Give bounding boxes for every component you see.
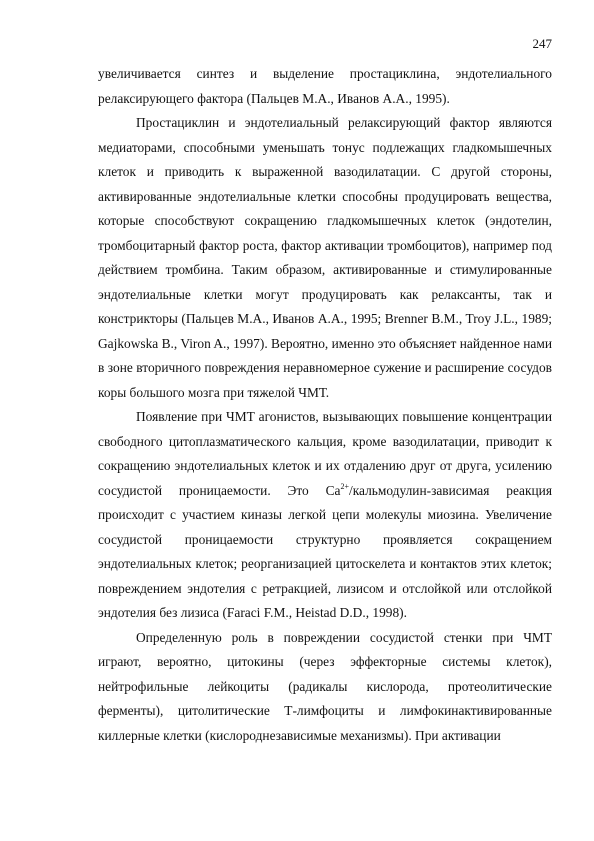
paragraph-agonists-text-after: /кальмодулин-зависимая реакция происходит с участием киназы легкой цепи молекулы миозина. Увеличение сосудистой проницаемости структурно проявляется сокращением эндотелиальных клеток; реорганизацией цитоскелета и контактов этих клеток; повреждением эндотелия с ретракцией, лизисом и отслойкой или отслойкой эндотелия без лизиса (Faraci F.M., Heistad D.D., 1998). bbox=[98, 482, 552, 620]
paragraph-continuation: увеличивается синтез и выделение простациклина, эндотелиального релаксирующего фактора (Пальцев М.А., Иванов А.А., 1995). bbox=[98, 66, 552, 106]
paragraph-agonists bbox=[98, 405, 552, 626]
paragraph-cytokines: Определенную роль в повреждении сосудистой стенки при ЧМТ играют, вероятно, цитокины (через эффекторные системы клеток), нейтрофильные лейкоциты (радикалы кислорода, протеолитические ферменты), цитолитические Т-лимфоциты и лимфокинактивированные киллерные клетки (кислороднезависимые механизмы). При активации bbox=[98, 629, 552, 743]
calcium-superscript: 2+ bbox=[340, 481, 350, 491]
paragraph-agonists-text-before: Появление при ЧМТ агонистов, вызывающих повышение концентрации свободного цитоплазматического кальция, кроме вазодилатации, приводит к сокращению эндотелиальных клеток и их отдалению друг от друга, усилению сосудистой проницаемости. Это Ca bbox=[98, 409, 552, 498]
page-number: 247 bbox=[532, 36, 552, 51]
body-text bbox=[98, 62, 552, 748]
paragraph-prostacyclin: Простациклин и эндотелиальный релаксирующий фактор являются медиаторами, способными уменьшать тонус подлежащих гладкомышечных клеток и приводить к выраженной вазодилатации. С другой стороны, активированные эндотелиальные клетки способны продуцировать вещества, которые способствуют сокращению гладкомышечных клеток (эндотелин, тромбоцитарный фактор роста, фактор активации тромбоцитов), например под действием тромбина. Таким образом, активированные и стимулированные эндотелиальные клетки могут продуцировать как релаксанты, так и констрикторы (Пальцев М.А., Иванов А.А., 1995; Brenner B.M., Troy J.L., 1989; Gajkowska B., Viron A., 1997). Вероятно, именно это объясняет найденное нами в зоне вторичного повреждения неравномерное сужение и расширение сосудов коры большого мозга при тяжелой ЧМТ. bbox=[98, 115, 552, 400]
